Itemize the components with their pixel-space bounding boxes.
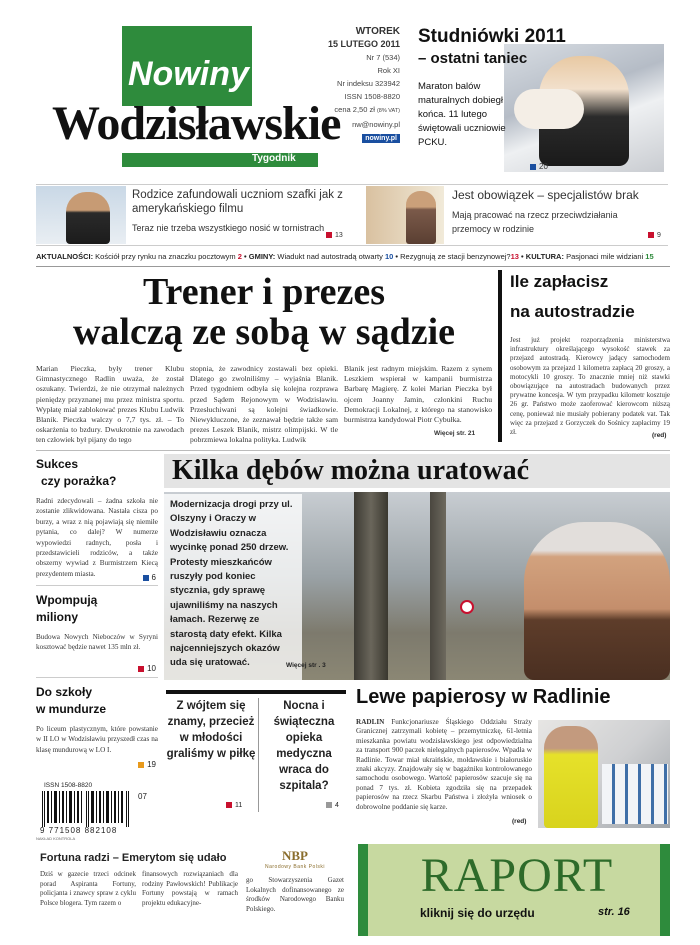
cartons: [602, 764, 668, 824]
masthead-info: [318, 25, 400, 145]
raport-stripe-right: [660, 844, 670, 936]
masthead-logo-small: nowiny.pl: [362, 134, 400, 143]
barcode-issn: ISSN 1508-8820: [44, 782, 93, 789]
ticker-2-label: GMINY:: [248, 252, 276, 261]
lead-col-1: Marian Pieczka, były trener Klubu Gimnastycznego Radlin uważa, że został oszukany. Twierdzi, że nie otrzymał należnych pieniędzy przyznanej mu przez ministra sportu. Wypłatę miał zablokować prezes Klubu Ludwik Blanik. Pieczka walczy o 7,7 tys. zł. – To oskarżenia to bzdury. Dwukrotnie na zawodach ten człowiek był pijany do tego: [36, 364, 184, 445]
officer-figure: [544, 726, 598, 828]
masthead-title-main: Wodzisławskie: [52, 97, 341, 150]
side-headline-2: na autostradzie: [510, 302, 635, 321]
brief-1-page: [143, 573, 156, 582]
dress-figure: [514, 89, 584, 129]
teaser-1[interactable]: [36, 186, 346, 244]
top-story-photo: [504, 44, 664, 172]
ticker-2-text: Wiadukt nad autostradą otwarty: [277, 252, 383, 261]
brief-3-title-2: w mundurze: [36, 702, 107, 716]
ticker-2-page: 10: [384, 252, 394, 261]
nbp-logo: NBP: [282, 848, 308, 863]
ticker-1-label: AKTUALNOŚCI:: [36, 252, 94, 261]
lead-col-3: Blanik jest radnym miejskim. Razem z synem Leszkiem wspierał w kampanii burmistrza Barbarę Magierę. Z kolei Marian Pieczka był ojcem Joanny Jamin, członkini Ruchu Demokracji Lokalnej, z którego na stanowisko burmistrza kandydował Piotr Cybułka.: [344, 364, 492, 425]
top-story-text: Maraton balów maturalnych dobiegł końca. 11 lutego świętowali uczniowie PCKU.: [418, 81, 506, 148]
raport-title: RAPORT: [420, 849, 614, 902]
woman-photo-figure: [524, 522, 670, 680]
masthead: [0, 0, 410, 180]
masthead-title-top: Nowiny: [128, 55, 249, 93]
side-author: (red): [652, 432, 667, 439]
ticker-1-text: Kościół przy rynku na znaczku pocztowym: [95, 252, 236, 261]
brief-3-title-1: Do szkoły: [36, 685, 93, 699]
fortuna-col-3: go Stowarzyszenia Gazet Lokalnych dofinansowanego ze środków Narodowego Banku Polskiego.: [246, 876, 344, 913]
brief-2-page-num: 10: [147, 664, 156, 673]
bottom-left[interactable]: [36, 846, 348, 938]
barcode-number: 9 771508 882108: [40, 826, 118, 835]
oak-more[interactable]: Więcej str . 3: [286, 662, 326, 669]
masthead-email: nw@nowiny.pl: [352, 120, 400, 129]
section-rule: [36, 450, 670, 451]
raport-stripe-left: [358, 844, 368, 936]
brief-1[interactable]: [36, 456, 158, 586]
ticker-sep: •: [521, 252, 524, 261]
ticker-4-label: KULTURA:: [525, 252, 564, 261]
top-story-subtitle: – ostatni taniec: [418, 50, 528, 67]
ticker-2[interactable]: [249, 252, 394, 261]
ticker-3[interactable]: [400, 252, 519, 261]
woman-figure: [66, 192, 110, 244]
teaser-1-sub: Teraz nie trzeba wszystkiego nosić w tornistrach: [132, 223, 325, 233]
brief-2-title-1: Wpompują: [36, 593, 98, 607]
quote-2[interactable]: [260, 698, 348, 818]
masthead-issn: ISSN 1508-8820: [344, 92, 400, 101]
lead-col-2: stopnia, że zawodnicy zostawali bez opieki. Dlatego go zwolniliśmy – wyjaśnia Blanik. Przed tygodniem odbyła się kolejna rozprawa przed Sądem Rejonowym w Wodzisławiu. Przesłuchiwani są kolejni świadkowie. Niewykluczone, że zeznawał będzie także sam prezes Leszek Blanik, mistrz olimpijski. W tle pobrzmiewa lokalna polityka. Ludwik: [190, 364, 338, 445]
teaser-2[interactable]: [366, 186, 666, 244]
side-headline-1: Ile zapłacisz: [510, 272, 609, 291]
top-story[interactable]: [412, 24, 667, 174]
tree-trunk-2: [430, 492, 446, 680]
fortuna-title: Fortuna radzi – Emerytom się udało: [40, 852, 227, 864]
masthead-year: Rok XI: [377, 66, 400, 75]
quote-2-page-num: 4: [335, 802, 339, 809]
quote-1-page: [226, 802, 242, 809]
nbp-name: Narodowy Bank Polski: [264, 864, 326, 870]
side-story[interactable]: [498, 270, 670, 442]
brief-3-page-num: 19: [147, 760, 156, 769]
quote-1[interactable]: [166, 698, 256, 818]
masthead-issue: Nr 7 (534): [366, 53, 400, 62]
masthead-date: 15 LUTEGO 2011: [327, 39, 400, 49]
oak-caption: Modernizacja drogi przy ul. Olszyny i Oraczy w Wodzisławiu oznacza wycinkę ponad 250 drzew. Protesty mieszkańców ruszyły pod koniec stycznia, gdy sprawę ujawniliśmy na naszych łamach. Rezerwę ze starostą daty efekt. Kilka najcenniejszych okazów uda się uratować.: [170, 499, 293, 669]
teaser-1-page-num: 13: [335, 232, 343, 239]
fortuna-col-2: finansowych rozwiązaniach dla rodziny Pawłowskich! Publikacje Fortuny powstają w ramach projektu edukacyjne-: [142, 870, 238, 907]
brief-1-title-2: czy porażka?: [41, 474, 117, 488]
brief-2-text: Budowa Nowych Nieboczów w Syryni kosztować będzie nawet 135 mln zł.: [36, 633, 158, 652]
tree-trunk: [354, 492, 388, 680]
teaser-2-page: [648, 232, 661, 239]
masthead-vat: (8% VAT): [376, 108, 400, 114]
lead-headline-1: Trener i prezes: [142, 271, 385, 313]
teaser-2-photo: [366, 186, 444, 244]
cig-place: RADLIN: [356, 718, 385, 726]
ticker-1-page: 2: [237, 252, 242, 261]
brief-1-text: Radni zdecydowali – żadna szkoła nie zostanie zlikwidowana. Nastała cisza po burzy, a wraz z nią pojawiają się niemiłe pytania, co dalej? W numerze wypowiedzi radnych, posła i przedstawicieli rodziców, a także obszerny wywiad z Burmistrzem Kiecą prezydentem miasta.: [36, 497, 158, 578]
ticker-rule: [36, 266, 670, 267]
ticker-3-text: Rezygnują ze stacji benzynowej?: [400, 252, 511, 261]
ticker-4[interactable]: [526, 252, 654, 261]
top-story-page-num: 20: [539, 162, 548, 171]
raport-page: str. 16: [598, 906, 630, 918]
ticker-3-page: 13: [510, 252, 519, 261]
teaser-2-title: Jest obowiązek – specjalistów brak: [452, 188, 639, 202]
lead-story[interactable]: [36, 270, 492, 445]
teaser-2-page-num: 9: [657, 232, 661, 239]
teaser-2-sub: Mają pracować na rzecz przeciwdziałania przemocy w rodzinie: [452, 210, 618, 234]
quote-2-page: [326, 802, 339, 809]
left-briefs: [36, 456, 158, 781]
barcode-area: [36, 782, 158, 838]
ticker-1[interactable]: [36, 252, 242, 261]
ticker: [36, 252, 670, 266]
brief-3-page: [138, 760, 156, 769]
quote-2-text: Nocna i świąteczna opieka medyczna wraca do szpitala?: [273, 700, 335, 792]
brief-1-title-1: Sukces: [36, 457, 79, 471]
quote-divider: [258, 698, 259, 812]
side-text: Jest już projekt rozporządzenia ministerstwa infrastruktury określającego wysokość stawek za przejazd autostradą. Kierowcy jadący samochodem osobowym za przejazd 1 kilometra zapłacą 20 groszy, a motocykli 10 groszy. To znacznie mniej niż stawki obowiązujące na autostradach budowanych przez prywatne koncesja. W tym przypadku kilometr kosztuje 26 gr. Państwo może zaoferować kierowcom niższą cenę, ponieważ nie musiały pobierany podatek vat. Tak więc za przejazd z Gorzyczek do Sośnicy zapłacimy 19 zł.: [510, 336, 670, 437]
lead-headline-2: walczą ze sobą w sądzie: [72, 311, 456, 353]
oak-headline: Kilka dębów można uratować: [172, 455, 529, 486]
brief-2-title-2: miliony: [36, 610, 79, 624]
cig-author: (red): [512, 818, 527, 825]
brief-3[interactable]: [36, 684, 158, 774]
oak-story[interactable]: [164, 454, 670, 680]
cig-story[interactable]: [352, 686, 670, 832]
quote-1-text: Z wójtem się znamy, przecież w młodości graliśmy w piłkę: [166, 700, 256, 760]
road-sign: [460, 600, 474, 614]
brief-2-page: [138, 664, 156, 673]
teaser-1-page: [326, 232, 343, 239]
cig-text: [356, 718, 532, 812]
ticker-4-page: 15: [645, 252, 654, 261]
man-figure: [406, 191, 436, 244]
ticker-sep: •: [395, 252, 399, 261]
brief-2[interactable]: [36, 592, 158, 678]
masthead-index: Nr indeksu 323942: [337, 79, 400, 88]
top-story-title: Studniówki 2011: [418, 26, 566, 47]
brief-3-text: Po liceum plastycznym, które powstanie w II LO w Wodzisławiu przyszedł czas na klasę mundurową w LO I.: [36, 725, 158, 754]
teaser-1-photo: [36, 186, 126, 244]
top-story-page: [530, 162, 548, 171]
cig-photo: [538, 720, 670, 828]
teaser-1-title: Rodzice zafundowali uczniom szafki jak z amerykańskiego filmu: [132, 189, 343, 215]
lead-more[interactable]: Więcej str. 21: [434, 430, 476, 437]
fortuna-col-1: Dziś w gazecie trzeci odcinek porad Aspiranta Fortuny, policjanta i znawcy spraw z cyklu Polsce blogera. Tym razem o: [40, 870, 136, 907]
brief-1-page-num: 6: [151, 573, 156, 582]
masthead-day: WTOREK: [355, 26, 400, 37]
ticker-4-text: Pasjonaci mile widziani: [566, 252, 644, 261]
barcode-tag: NAKŁAD KONTROLA: [36, 836, 76, 841]
cig-text-body: Funkcjonariusze Śląskiego Oddziału Straży Granicznej zatrzymali kobietę – przemytniczkę, 61-letnia mieszkanka powiatu wodzisławskiego jest odpowiedzialna za transport 900 paczek nielegalnych papierosów. Wpadła w Radlinie. Towar miał ukraińskie, mołdawskie i białoruskie znaki akcyzy. Znajdowały się w bagażniku kontrolowanego samochodu osobowego. Wartość papierosów szacuje się na ponad 7 tys. zł. Kobieta zgodziła się na przepadek papierosów na rzecz Skarbu Państwa i złożyła wniosek o dobrowolne poddanie się karze.: [356, 718, 532, 811]
raport-sub: kliknij się do urzędu: [420, 906, 535, 920]
barcode-issue: 07: [138, 792, 147, 801]
masthead-subtitle: Tygodnik: [252, 153, 296, 164]
ticker-sep: •: [244, 252, 247, 261]
barcode-bars: [42, 791, 134, 827]
masthead-price: cena 2,50 zł: [334, 105, 375, 114]
raport-box[interactable]: [358, 844, 670, 936]
quote-1-page-num: 11: [235, 802, 243, 809]
cig-headline: Lewe papierosy w Radlinie: [356, 686, 611, 708]
